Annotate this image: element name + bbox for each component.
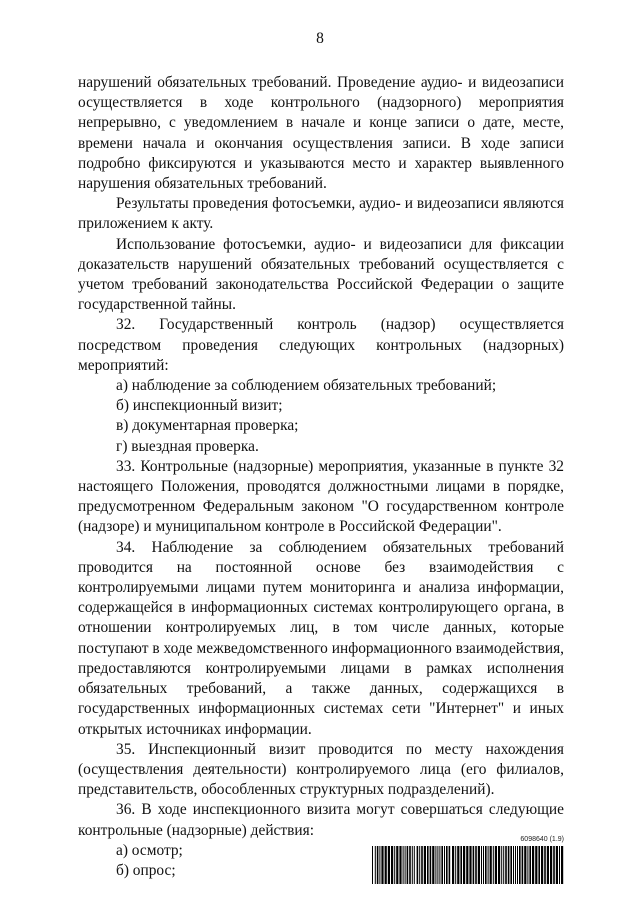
- paragraph: нарушений обязательных требований. Проведение аудио- и видеозаписи осуществляется в ходе контрольного (надзорного) мероприятия непрерывно, с уведомлением в начале и конце записи о дате, месте, времени начала и окончания осуществления записи. В ходе записи подробно фиксируются и указываются место и характер выявленного нарушения обязательных требований.: [78, 74, 564, 193]
- paragraph: 35. Инспекционный визит проводится по месту нахождения (осуществления деятельности) контролируемого лица (его филиалов, представительств, обособленных структурных подразделений).: [78, 740, 564, 799]
- list-item: а) осмотр;: [116, 841, 183, 859]
- barcode-icon: [372, 846, 564, 884]
- barcode-block: [372, 836, 564, 886]
- list-item: б) инспекционный визит;: [116, 397, 283, 415]
- list-item: б) опрос;: [116, 861, 176, 879]
- paragraph: 32. Государственный контроль (надзор) осуществляется посредством проведения следующих контрольных (надзорных) мероприятий:: [78, 316, 564, 374]
- document-body: [78, 73, 564, 881]
- paragraph: 33. Контрольные (надзорные) мероприятия, указанные в пункте 32 настоящего Положения, проводятся должностными лицами в порядке, предусмотренном Федеральным законом "О государственном контроле (надзоре) и муниципальном контроле в Российской Федерации".: [78, 457, 564, 536]
- paragraph: 34. Наблюдение за соблюдением обязательных требований проводится на постоянной основе без взаимодействия с контролируемыми лицами путем мониторинга и анализа информации, содержащейся в информационных системах контролирующего органа, в отношении контролируемых лиц, в том числе данных, которые поступают в ходе межведомственного информационного взаимодействия, предоставляются контролируемыми лицами в рамках исполнения обязательных требований, а также данных, содержащихся в государственных информационных системах сети "Интернет" и иных открытых источниках информации.: [78, 538, 564, 738]
- paragraph: Использование фотосъемки, аудио- и видеозаписи для фиксации доказательств нарушений обязательных требований осуществляется с учетом требований законодательства Российской Федерации о защите государственной тайны.: [78, 235, 564, 314]
- list-item: в) документарная проверка;: [116, 417, 299, 435]
- paragraph: 36. В ходе инспекционного визита могут совершаться следующие контрольные (надзорные) действия:: [78, 801, 564, 839]
- list-item: а) наблюдение за соблюдением обязательных требований;: [116, 377, 497, 395]
- page-number: 8: [316, 30, 324, 47]
- list-item: г) выездная проверка.: [116, 437, 259, 455]
- paragraph: Результаты проведения фотосъемки, аудио- и видеозаписи являются приложением к акту.: [78, 195, 564, 233]
- barcode-caption: 6098640 (1.9): [520, 836, 564, 843]
